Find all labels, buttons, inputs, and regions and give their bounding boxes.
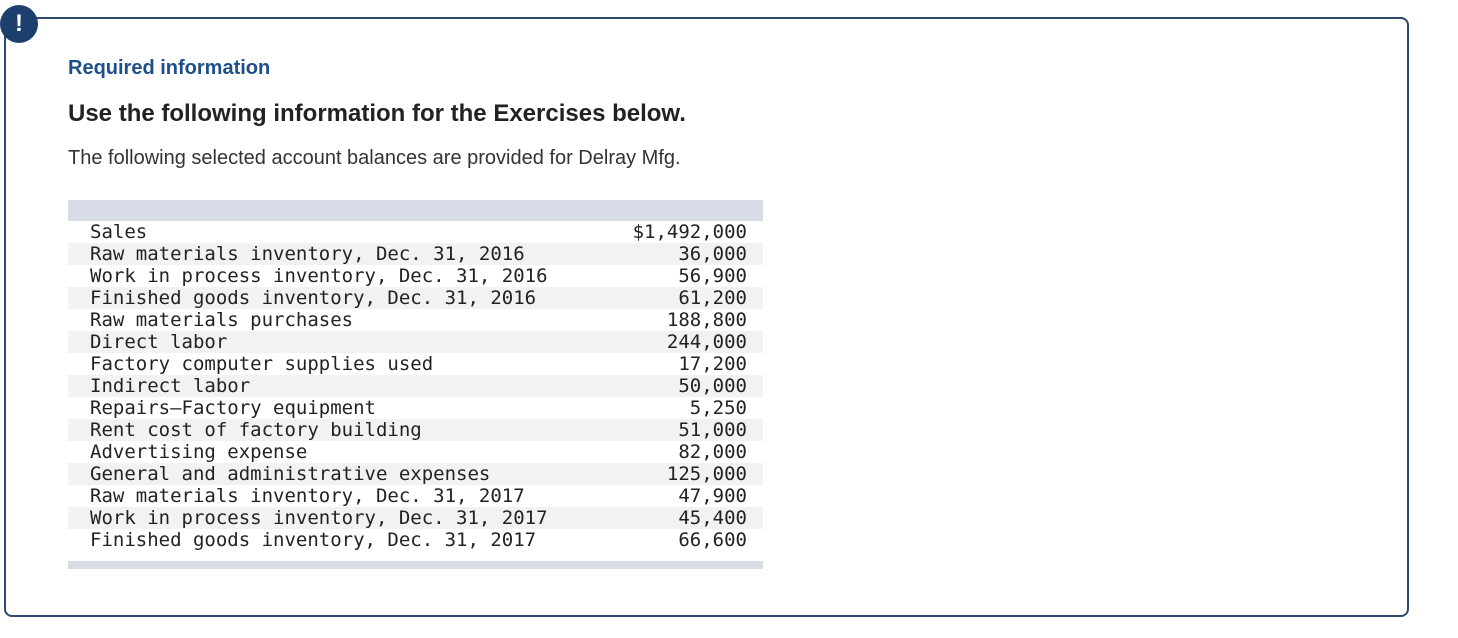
table-row (68, 331, 763, 353)
account-amount: 125,000 (614, 463, 763, 485)
account-amount: 47,900 (678, 485, 747, 507)
table-row (68, 507, 763, 529)
account-label: Finished goods inventory, Dec. 31, 2017 (90, 529, 537, 551)
account-amount: 61,200 (614, 287, 763, 309)
table-row (68, 221, 763, 243)
exercise-heading: Use the following information for the Exercises below. (68, 100, 686, 127)
table-footer-bar (68, 561, 763, 569)
account-amount: 36,000 (614, 243, 763, 265)
table-row (68, 375, 763, 397)
account-amount: 82,000 (678, 441, 747, 463)
account-amount: 5,250 (689, 397, 747, 419)
exclamation-icon: ! (0, 5, 38, 43)
balances-table (68, 221, 763, 551)
account-label: Raw materials inventory, Dec. 31, 2017 (90, 485, 525, 507)
account-amount: $1,492,000 (632, 221, 747, 243)
table-row (68, 529, 763, 551)
account-amount: 17,200 (678, 353, 747, 375)
required-information-label: Required information (68, 57, 271, 79)
account-label: Raw materials inventory, Dec. 31, 2016 (68, 243, 614, 265)
balances-table-body (68, 221, 763, 551)
account-amount: 56,900 (678, 265, 747, 287)
table-row (68, 243, 763, 265)
account-label: Direct labor (68, 331, 614, 353)
table-row (68, 441, 763, 463)
account-label: Raw materials purchases (90, 309, 354, 331)
account-label: Advertising expense (90, 441, 308, 463)
table-row (68, 419, 763, 441)
table-row (68, 353, 763, 375)
account-label: Work in process inventory, Dec. 31, 2017 (68, 507, 614, 529)
account-amount: 66,600 (678, 529, 747, 551)
intro-text: The following selected account balances are provided for Delray Mfg. (68, 147, 681, 169)
table-row (68, 485, 763, 507)
table-row (68, 287, 763, 309)
account-balances-table (68, 200, 763, 569)
account-label: Indirect labor (68, 375, 614, 397)
account-amount: 45,400 (614, 507, 763, 529)
account-label: Rent cost of factory building (68, 419, 614, 441)
account-label: Factory computer supplies used (90, 353, 434, 375)
account-label: General and administrative expenses (68, 463, 614, 485)
table-row (68, 463, 763, 485)
table-header-bar (68, 200, 763, 221)
account-amount: 51,000 (614, 419, 763, 441)
table-row (68, 397, 763, 419)
account-label: Sales (90, 221, 148, 243)
account-label: Work in process inventory, Dec. 31, 2016 (90, 265, 548, 287)
account-amount: 50,000 (614, 375, 763, 397)
account-amount: 188,800 (666, 309, 747, 331)
table-row (68, 309, 763, 331)
account-label: Repairs—Factory equipment (90, 397, 376, 419)
account-label: Finished goods inventory, Dec. 31, 2016 (68, 287, 614, 309)
account-amount: 244,000 (614, 331, 763, 353)
table-row (68, 265, 763, 287)
